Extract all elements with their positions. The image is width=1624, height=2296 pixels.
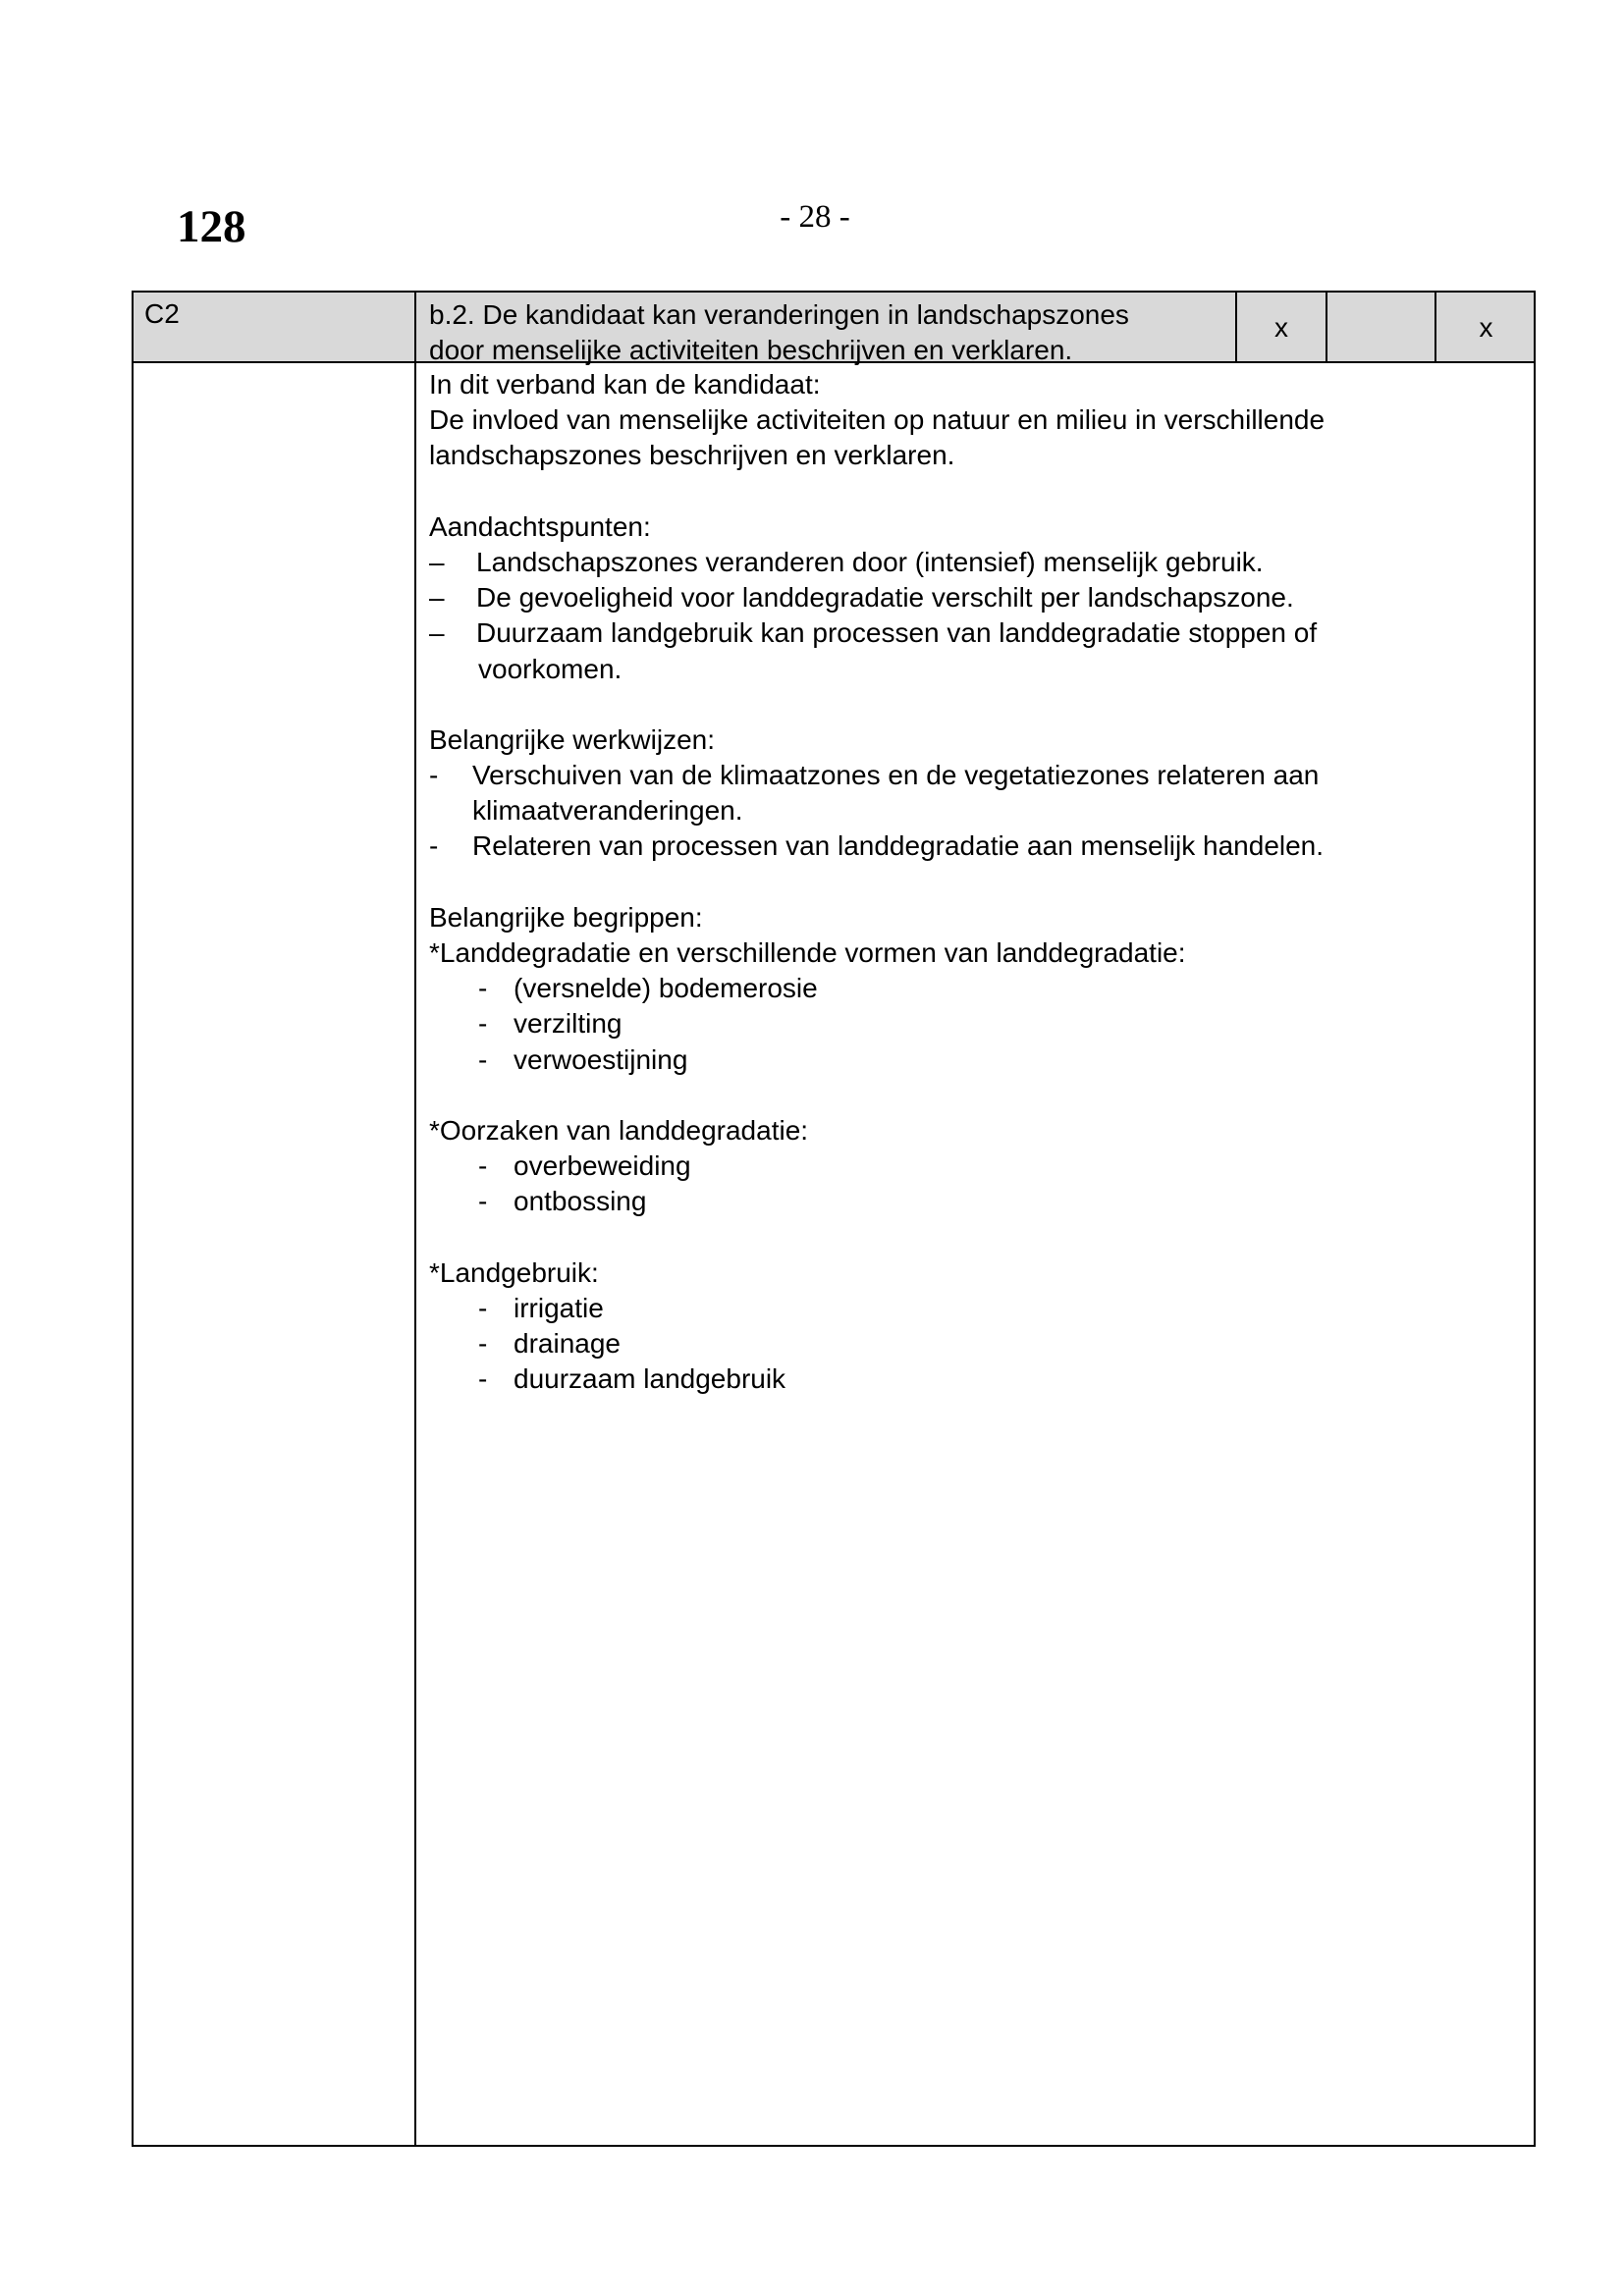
section-title-begrippen: Belangrijke begrippen: [429, 901, 703, 933]
exam-table [132, 291, 1536, 2147]
concept-item: - ontbossing [429, 1184, 1519, 1219]
list-item-continuation: klimaatveranderingen. [472, 795, 743, 827]
dash-bullet: – [429, 617, 445, 649]
concept-item: - verwoestijning [429, 1042, 1519, 1078]
dash-bullet: - [478, 1328, 488, 1360]
dash-bullet: - [478, 1008, 488, 1040]
concept-group-title: *Oorzaken van landdegradatie: [429, 1114, 809, 1146]
dash-bullet: – [429, 582, 445, 614]
section-title-aandachtspunten: Aandachtspunten: [429, 510, 651, 542]
concept-group-title: *Landgebruik: [429, 1256, 599, 1288]
dash-bullet: - [478, 1043, 488, 1075]
list-item-continuation: voorkomen. [478, 653, 623, 684]
intro-line: landschapszones beschrijven en verklaren. [429, 440, 955, 471]
mark-column-3: x [1479, 312, 1493, 343]
dash-bullet: - [478, 1363, 488, 1395]
list-item: - Verschuiven van de klimaatzones en de vegetatiezones relateren aan [429, 758, 1519, 793]
dash-bullet: - [478, 1292, 488, 1323]
content-cell [429, 367, 1519, 1397]
list-item: – Landschapszones veranderen door (intensief) menselijk gebruik. [429, 545, 1519, 580]
concept-group-title: *Landdegradatie en verschillende vormen van landdegradatie: [429, 937, 1186, 968]
column-divider-3 [1326, 293, 1327, 363]
column-divider-1 [414, 293, 416, 2145]
concept-item: - drainage [429, 1326, 1519, 1362]
dash-bullet: - [478, 1186, 488, 1217]
learning-goal-line: door menselijke activiteiten beschrijven en verklaren. [429, 335, 1073, 365]
mark-column-1: x [1274, 312, 1288, 343]
concept-item: - overbeweiding [429, 1148, 1519, 1184]
list-item: - Relateren van processen van landdegradatie aan menselijk handelen. [429, 828, 1519, 864]
concept-item: - duurzaam landgebruik [429, 1362, 1519, 1397]
concept-item: - (versnelde) bodemerosie [429, 971, 1519, 1006]
section-title-werkwijzen: Belangrijke werkwijzen: [429, 723, 716, 755]
page-number-left: 128 [177, 201, 246, 252]
dash-bullet: - [429, 830, 439, 862]
concept-item: - irrigatie [429, 1291, 1519, 1326]
learning-goal-line: b.2. De kandidaat kan veranderingen in landschapszones [429, 299, 1129, 330]
dash-bullet: – [429, 546, 445, 577]
list-item: – Duurzaam landgebruik kan processen van landdegradatie stoppen of [429, 615, 1519, 651]
dash-bullet: - [478, 1150, 488, 1182]
intro-line: De invloed van menselijke activiteiten op natuur en milieu in verschillende [429, 404, 1326, 436]
concept-item: - verzilting [429, 1006, 1519, 1041]
list-item: – De gevoeligheid voor landdegradatie verschilt per landschapszone. [429, 580, 1519, 615]
dash-bullet: - [478, 973, 488, 1004]
intro-line: In dit verband kan de kandidaat: [429, 369, 821, 400]
page-number-center: - 28 - [780, 199, 850, 235]
dash-bullet: - [429, 760, 439, 791]
learning-goal [429, 297, 1215, 368]
subdomain-code: C2 [144, 298, 180, 329]
